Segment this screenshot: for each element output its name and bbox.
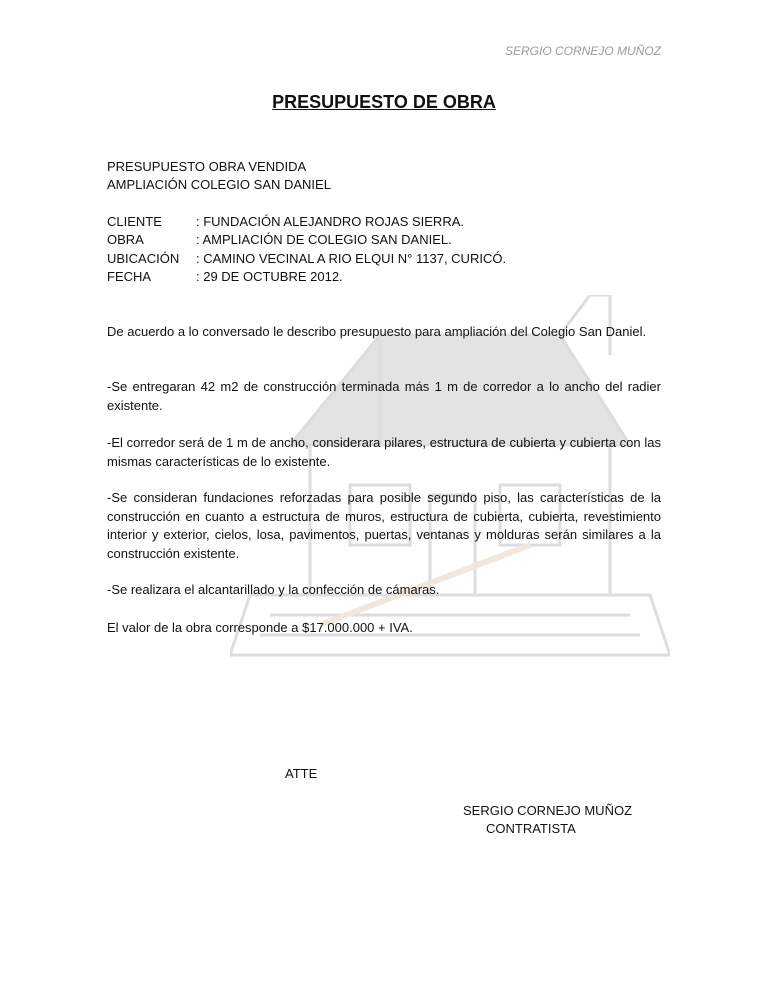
subtitle-line-1: PRESUPUESTO OBRA VENDIDA bbox=[107, 159, 307, 174]
paragraph-corridor: -El corredor será de 1 m de ancho, considerara pilares, estructura de cubierta y cubierta con las mismas características de lo existente. bbox=[107, 435, 661, 469]
page-title: PRESUPUESTO DE OBRA bbox=[272, 92, 496, 112]
field-label: CLIENTE bbox=[107, 214, 162, 229]
field-label: UBICACIÓN bbox=[107, 251, 180, 266]
field-value: : AMPLIACIÓN DE COLEGIO SAN DANIEL. bbox=[196, 232, 452, 247]
field-label: OBRA bbox=[107, 232, 144, 247]
field-label: FECHA bbox=[107, 269, 152, 284]
paragraph-construction: -Se entregaran 42 m2 de construcción terminada más 1 m de corredor a lo ancho del radier existente. bbox=[107, 379, 661, 413]
paragraph-intro: De acuerdo a lo conversado le describo presupuesto para ampliación del Colegio San Daniel. bbox=[107, 324, 647, 339]
signer-role: CONTRATISTA bbox=[486, 821, 576, 836]
paragraph-foundations: -Se consideran fundaciones reforzadas para posible segundo piso, las características de la construcción en cuanto a estructura de muros, estructura de cubierta, cubierta, revestimiento interior y exterior, cielos, losa, pavimentos, puertas, ventanas y molduras serán similares a la construcción existente. bbox=[107, 490, 661, 561]
header-author: SERGIO CORNEJO MUÑOZ bbox=[504, 44, 661, 58]
paragraph-sewer: -Se realizara el alcantarillado y la confección de cámaras. bbox=[107, 582, 440, 597]
field-value: : FUNDACIÓN ALEJANDRO ROJAS SIERRA. bbox=[196, 214, 464, 229]
field-value: : CAMINO VECINAL A RIO ELQUI N° 1137, CURICÓ. bbox=[196, 251, 507, 266]
signer-name: SERGIO CORNEJO MUÑOZ bbox=[463, 803, 633, 818]
closing-atte: ATTE bbox=[285, 766, 318, 781]
field-value: : 29 DE OCTUBRE 2012. bbox=[196, 269, 343, 284]
paragraph-value: El valor de la obra corresponde a $17.000.000 + IVA. bbox=[107, 620, 413, 635]
subtitle-line-2: AMPLIACIÓN COLEGIO SAN DANIEL bbox=[107, 177, 331, 192]
